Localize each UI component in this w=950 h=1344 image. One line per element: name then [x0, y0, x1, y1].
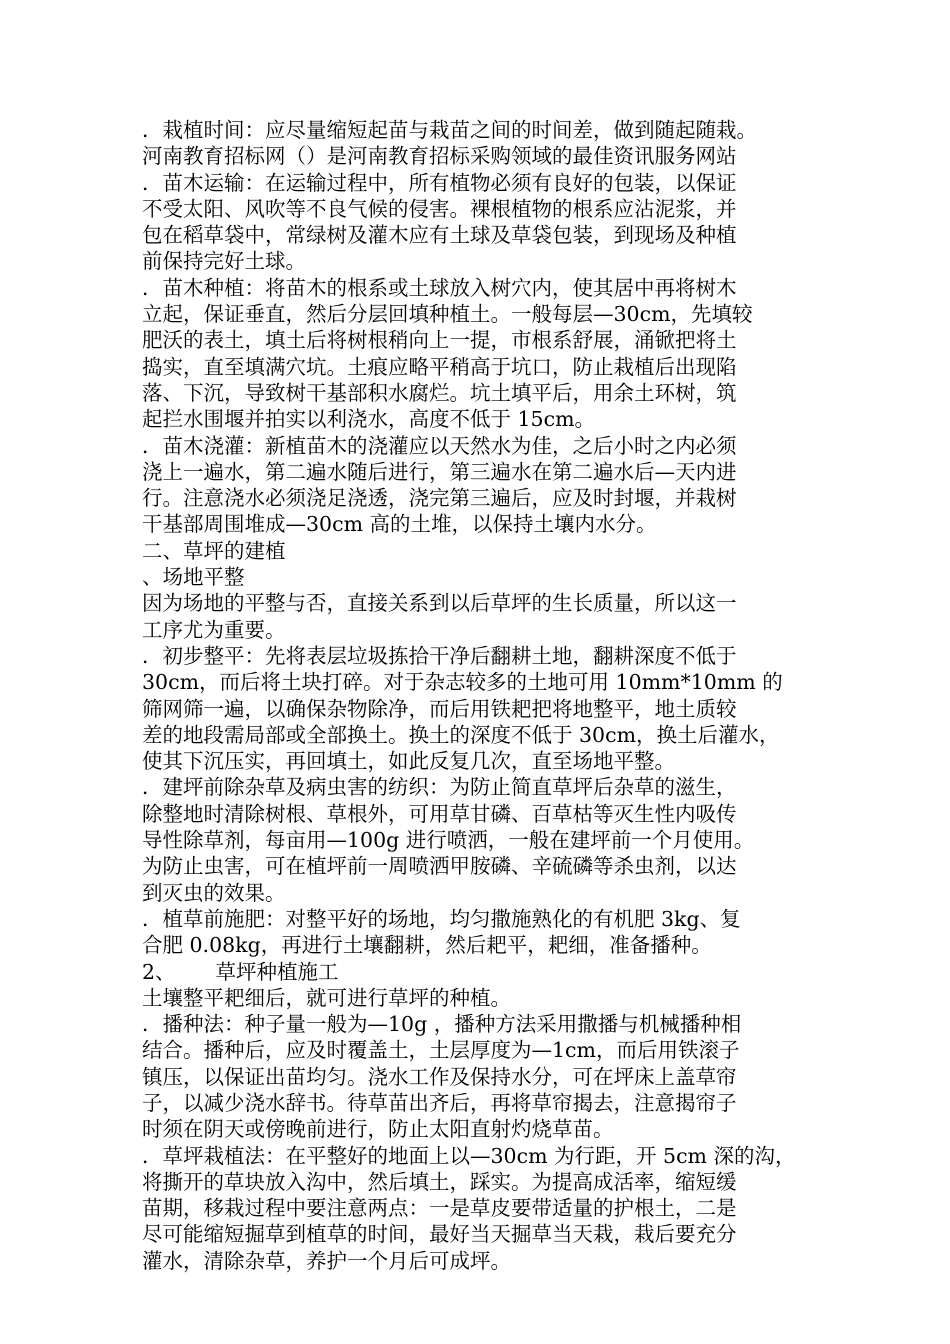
text-line: 前保持完好土球。 — [142, 249, 306, 274]
text-line: 镇压，以保证出苗均匀。浇水工作及保持水分，可在坪床上盖草帘 — [142, 1064, 737, 1089]
text-line: 筛网筛一遍，以确保杂物除净，而后用铁耙把将地整平，地土质较 — [142, 696, 737, 721]
text-line: 到灭虫的效果。 — [142, 880, 286, 905]
text-line: 使其下沉压实，再回填土，如此反复几次，直至场地平整。 — [142, 749, 675, 774]
text-line: 除整地时清除树根、草根外，可用草甘磷、百草枯等灭生性内吸传 — [142, 801, 737, 826]
section-number: 2、 — [142, 959, 176, 984]
text-line: 肥沃的表土，填土后将树根稍向上一提，市根系舒展，涌锨把将土 — [142, 328, 737, 353]
text-line: 差的地段需局部或全部换土。换土的深度不低于 30cm，换土后灌水， — [142, 722, 780, 747]
text-line: 捣实，直至填满穴坑。土痕应略平稍高于坑口，防止栽植后出现陷 — [142, 354, 737, 379]
text-line: 行。注意浇水必须浇足浇透，浇完第三遍后，应及时封堰，并栽树 — [142, 486, 737, 511]
text-line: ．苗木浇灌：新植苗木的浇灌应以天然水为佳，之后小时之内必须 — [142, 433, 737, 458]
text-line: ．播种法：种子量一般为—10g ，播种方法采用撒播与机械播种相 — [142, 1012, 742, 1037]
subsection-heading: 、场地平整 — [142, 565, 245, 590]
text-line: ．苗木种植：将苗木的根系或土球放入树穴内，使其居中再将树木 — [142, 275, 737, 300]
text-line: 30cm，而后将土块打碎。对于杂志较多的土地可用 10mm*10mm 的 — [142, 670, 783, 695]
text-line: 土壤整平耙细后，就可进行草坪的种植。 — [142, 985, 511, 1010]
text-line: 浇上一遍水，第二遍水随后进行，第三遍水在第二遍水后—天内进 — [142, 459, 737, 484]
text-line: 合肥 0.08kg，再进行土壤翻耕，然后耙平，耙细，准备播种。 — [142, 933, 712, 958]
text-line: 河南教育招标网（）是河南教育招标采购领域的最佳资讯服务网站 — [142, 144, 737, 169]
text-line: 结合。播种后，应及时覆盖土，土层厚度为—1cm，而后用铁滚子 — [142, 1038, 740, 1063]
text-line: ．植草前施肥：对整平好的场地，均匀撒施熟化的有机肥 3kg、复 — [142, 906, 741, 931]
text-line: 子，以减少浇水辞书。待草苗出齐后，再将草帘揭去，注意揭帘子 — [142, 1090, 737, 1115]
subsection-heading — [142, 959, 810, 985]
text-line: 不受太阳、风吹等不良气候的侵害。裸根植物的根系应沾泥浆，并 — [142, 196, 737, 221]
text-line: ．栽植时间：应尽量缩短起苗与栽苗之间的时间差，做到随起随栽。 — [142, 118, 757, 142]
text-line: ．苗木运输：在运输过程中，所有植物必须有良好的包装，以保证 — [142, 170, 737, 195]
document-body — [142, 117, 810, 1274]
text-line: ．草坪栽植法：在平整好的地面上以—30cm 为行距，开 5cm 深的沟， — [142, 1143, 796, 1168]
section-title: 草坪种植施工 — [215, 959, 339, 984]
text-line: 灌水，清除杂草，养护一个月后可成坪。 — [142, 1248, 511, 1273]
text-line: ．建坪前除杂草及病虫害的纺织：为防止简直草坪后杂草的滋生， — [142, 775, 737, 800]
text-line: 尽可能缩短掘草到植草的时间，最好当天掘草当天栽，栽后要充分 — [142, 1222, 737, 1247]
text-line: ．初步整平：先将表层垃圾拣拾干净后翻耕土地，翻耕深度不低于 — [142, 643, 737, 668]
text-line: 将撕开的草块放入沟中，然后填土，踩实。为提高成活率，缩短缓 — [142, 1169, 737, 1194]
text-line: 工序尤为重要。 — [142, 617, 286, 642]
text-line: 苗期，移栽过程中要注意两点：一是草皮要带适量的护根土，二是 — [142, 1196, 737, 1221]
text-line: 包在稻草袋中，常绿树及灌木应有土球及草袋包装，到现场及种植 — [142, 223, 737, 248]
text-line: 为防止虫害，可在植坪前一周喷洒甲胺磷、辛硫磷等杀虫剂，以达 — [142, 854, 737, 879]
text-line: 导性除草剂，每亩用—100g 进行喷洒，一般在建坪前一个月使用。 — [142, 828, 755, 853]
text-line: 因为场地的平整与否，直接关系到以后草坪的生长质量，所以这一 — [142, 591, 737, 616]
text-line: 时须在阴天或傍晚前进行，防止太阳直射灼烧草苗。 — [142, 1117, 614, 1142]
text-line: 落、下沉，导致树干基部积水腐烂。坑土填平后，用余土环树，筑 — [142, 380, 737, 405]
text-line: 立起，保证垂直，然后分层回填种植土。一般每层—30cm，先填较 — [142, 302, 753, 327]
text-line: 干基部周围堆成—30cm 高的土堆，以保持土壤内水分。 — [142, 512, 657, 537]
text-line: 起拦水围堰并拍实以利浇水，高度不低于 15cm。 — [142, 407, 596, 432]
section-heading: 二、草坪的建植 — [142, 538, 286, 563]
